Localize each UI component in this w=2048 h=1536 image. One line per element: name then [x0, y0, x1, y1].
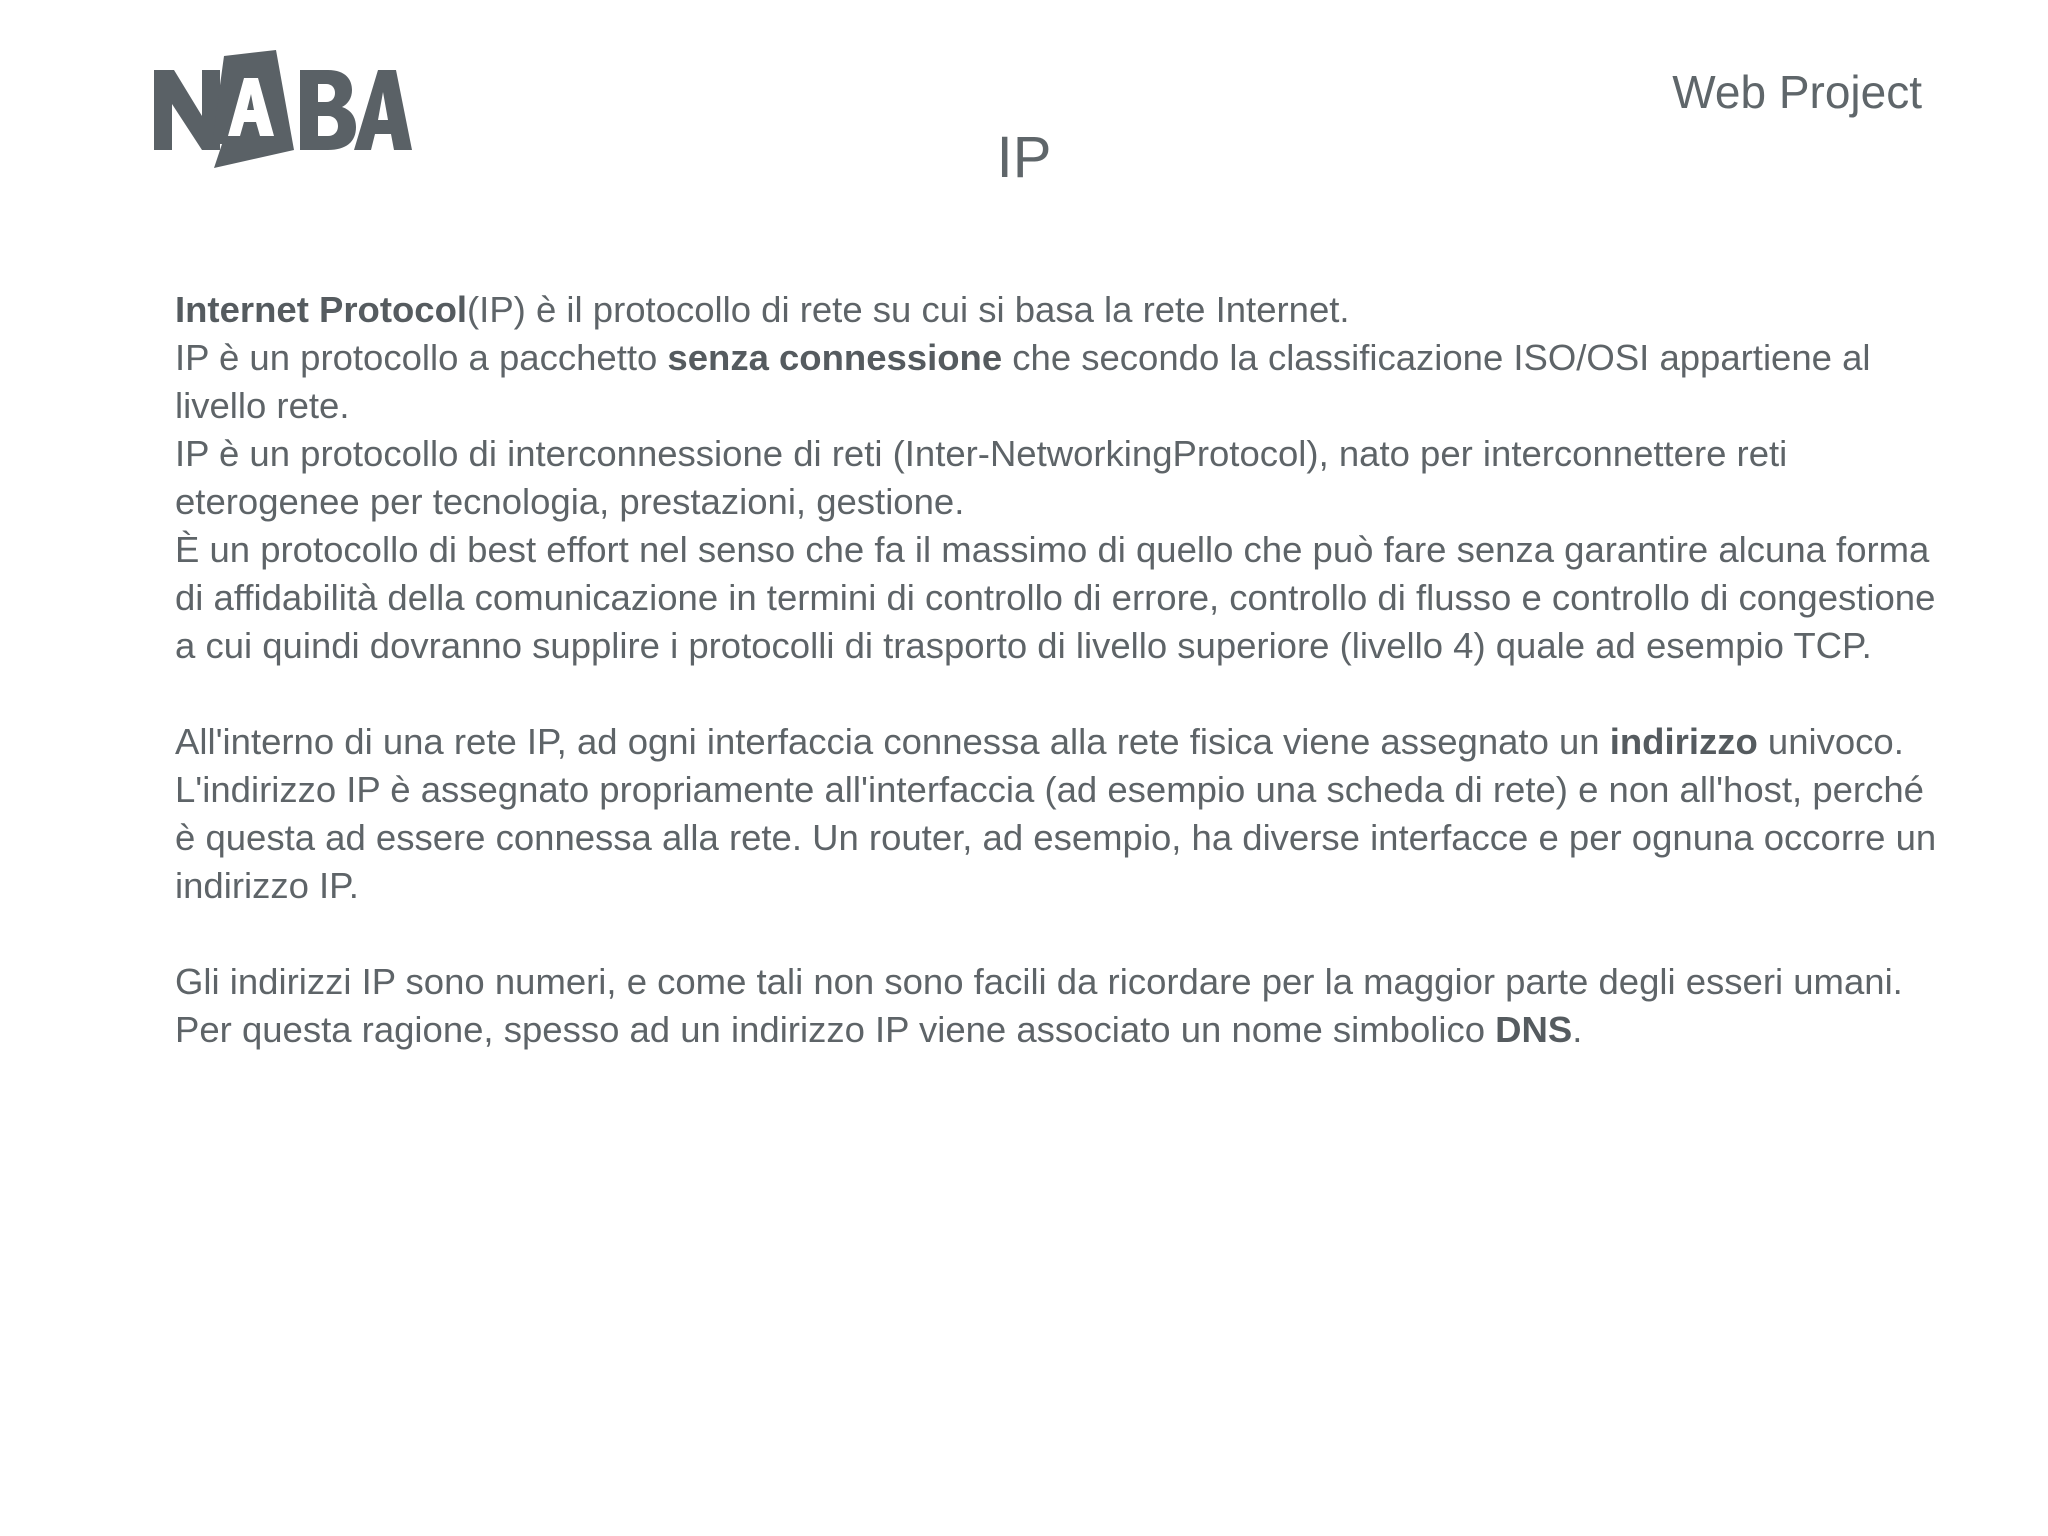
bold-term: senza connessione: [667, 337, 1003, 378]
paragraph-text: .: [1572, 1009, 1583, 1050]
slide-body: [175, 286, 1945, 1054]
paragraph-internet-protocol: [175, 286, 1945, 334]
paragraph-address: [175, 718, 1945, 766]
paragraph-text: È un protocollo di best effort nel senso che fa il massimo di quello che può fare senza garantire alcuna forma di affidabilità della comunicazione in termini di controllo di errore, controllo di flusso e controllo di congestione a cui quindi dovranno supplire i protocolli di trasporto di livello superiore (livello 4) quale ad esempio TCP.: [175, 529, 1936, 666]
paragraph-text: Gli indirizzi IP sono numeri, e come tali non sono facili da ricordare per la maggior parte degli esseri umani.: [175, 961, 1903, 1002]
bold-term: indirizzo: [1609, 721, 1758, 762]
paragraph-text: All'interno di una rete IP, ad ogni interfaccia connessa alla rete fisica viene assegnato un: [175, 721, 1610, 762]
paragraph-text: IP è un protocollo a pacchetto: [175, 337, 668, 378]
paragraph-interface-address: [175, 766, 1945, 910]
paragraph-dns: [175, 1006, 1945, 1054]
paragraph-interconnection: [175, 430, 1945, 526]
paragraph-connectionless: [175, 334, 1945, 430]
paragraph-text: Per questa ragione, spesso ad un indirizzo IP viene associato un nome simbolico: [175, 1009, 1496, 1050]
paragraph-numbers: [175, 958, 1945, 1006]
paragraph-best-effort: [175, 526, 1945, 670]
paragraph-text: che secondo la classificazione ISO/OSI appartiene al livello rete.: [175, 337, 1871, 426]
bold-term: DNS: [1495, 1009, 1573, 1050]
paragraph-text: L'indirizzo IP è assegnato propriamente all'interfaccia (ad esempio una scheda di rete) e non all'host, perché è questa ad essere connessa alla rete. Un router, ad esempio, ha diverse interfacce e per ognuna occorre un indirizzo IP.: [175, 769, 1937, 906]
paragraph-gap: [175, 670, 1945, 718]
bold-term: Internet Protocol: [175, 289, 468, 330]
slide-title: IP: [996, 125, 1052, 190]
paragraph-text: (IP) è il protocollo di rete su cui si basa la rete Internet.: [467, 289, 1350, 330]
paragraph-gap: [175, 910, 1945, 958]
paragraph-text: IP è un protocollo di interconnessione di reti (Inter-NetworkingProtocol), nato per interconnettere reti eterogenee per tecnologia, prestazioni, gestione.: [175, 433, 1788, 522]
header-label: Web Project: [1672, 66, 1922, 118]
paragraph-text: univoco.: [1757, 721, 1904, 762]
